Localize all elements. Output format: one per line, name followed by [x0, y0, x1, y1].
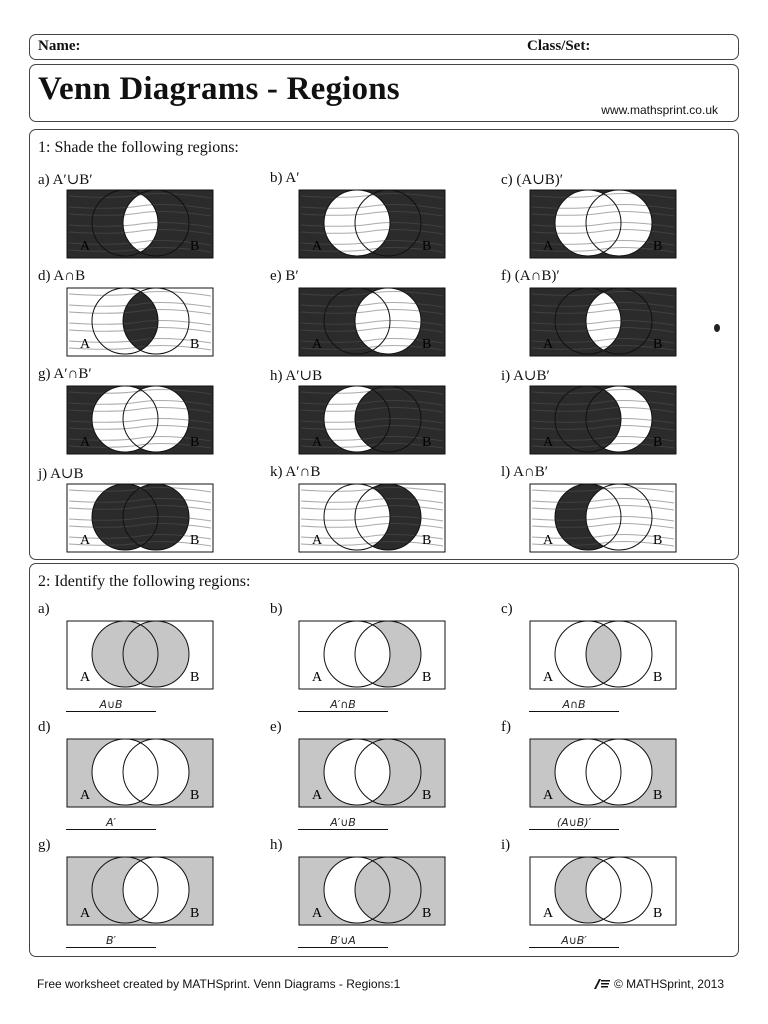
footer-credit: Free worksheet created by MATHSprint. Venn Diagrams - Regions:1 [37, 977, 401, 991]
set-a-label: A [543, 337, 554, 352]
question-label: h) [270, 837, 283, 853]
handwritten-answer: A′∪B [330, 816, 356, 829]
identify-question [501, 601, 701, 716]
set-b-label: B [422, 337, 432, 352]
shade-question [501, 170, 701, 262]
section-identify-regions [29, 563, 739, 957]
website-url: www.mathsprint.co.uk [601, 103, 718, 117]
class-set-label: Class/Set: [527, 38, 591, 54]
shade-question [38, 170, 238, 262]
answer-line[interactable] [529, 815, 619, 830]
identify-question [270, 837, 470, 952]
set-b-label: B [190, 906, 200, 921]
identify-question [501, 837, 701, 952]
answer-line[interactable] [529, 697, 619, 712]
question-label: b) A′ [270, 170, 300, 186]
identify-question [38, 601, 238, 716]
set-a-label: A [543, 239, 554, 254]
question-label: c) [501, 601, 513, 617]
shade-question [270, 268, 470, 360]
name-bar [29, 34, 739, 60]
set-a-label: A [80, 788, 91, 803]
identify-question [501, 719, 701, 834]
set-a-label: A [80, 670, 91, 685]
set-b-label: B [653, 670, 663, 685]
handwritten-answer: (A∪B)′ [556, 816, 592, 829]
answer-line[interactable] [66, 933, 156, 948]
question-label: d) A∩B [38, 268, 86, 284]
answer-line[interactable] [298, 697, 388, 712]
set-a-label: A [80, 337, 91, 352]
copyright-text: © MATHSprint, 2013 [614, 977, 724, 991]
answer-line[interactable] [529, 933, 619, 948]
handwritten-answer: B′ [105, 934, 117, 947]
venn-diagram [528, 384, 678, 456]
set-b-label: B [422, 239, 432, 254]
handwritten-answer: A′ [105, 816, 117, 829]
venn-diagram [65, 619, 215, 691]
identify-question [38, 719, 238, 834]
venn-diagram [65, 188, 215, 260]
set-b-label: B [190, 239, 200, 254]
set-b-label: B [422, 533, 432, 548]
question-label: f) (A∩B)′ [501, 268, 560, 284]
answer-line[interactable] [298, 933, 388, 948]
set-a-label: A [312, 533, 323, 548]
question-label: e) [270, 719, 282, 735]
question-label: g) A′∩B′ [38, 366, 92, 382]
shade-question [270, 464, 470, 556]
set-a-label: A [543, 435, 554, 450]
set-a-label: A [80, 906, 91, 921]
venn-diagram [528, 482, 678, 554]
shade-question [501, 366, 701, 458]
venn-diagram [528, 286, 678, 358]
venn-diagram [65, 855, 215, 927]
handwritten-answer: A∪B [99, 698, 123, 711]
section2-heading: 2: Identify the following regions: [38, 573, 251, 590]
answer-line[interactable] [66, 815, 156, 830]
set-a-label: A [312, 337, 323, 352]
set-a-label: A [312, 906, 323, 921]
question-label: d) [38, 719, 51, 735]
question-label: l) A∩B′ [501, 464, 549, 480]
venn-diagram [297, 619, 447, 691]
shade-question [501, 464, 701, 556]
identify-question [270, 601, 470, 716]
venn-diagram [65, 286, 215, 358]
shade-question [38, 464, 238, 556]
set-b-label: B [422, 435, 432, 450]
set-b-label: B [190, 788, 200, 803]
set-b-label: B [653, 239, 663, 254]
venn-diagram [65, 482, 215, 554]
shade-question [501, 268, 701, 360]
page-title: Venn Diagrams - Regions [38, 71, 400, 107]
venn-diagram [297, 482, 447, 554]
venn-diagram [528, 619, 678, 691]
set-b-label: B [422, 906, 432, 921]
question-label: i) A∪B′ [501, 368, 550, 384]
set-a-label: A [312, 239, 323, 254]
set-b-label: B [422, 788, 432, 803]
venn-diagram [297, 286, 447, 358]
set-b-label: B [190, 670, 200, 685]
venn-diagram [528, 737, 678, 809]
shade-question [270, 366, 470, 458]
title-bar [29, 64, 739, 122]
set-a-label: A [80, 239, 91, 254]
question-label: e) B′ [270, 268, 299, 284]
name-label: Name: [38, 38, 81, 54]
venn-diagram [528, 855, 678, 927]
pen-mark [714, 324, 720, 332]
venn-diagram [297, 737, 447, 809]
section1-heading: 1: Shade the following regions: [38, 139, 239, 156]
venn-diagram [297, 855, 447, 927]
venn-diagram [65, 737, 215, 809]
venn-diagram [65, 384, 215, 456]
set-b-label: B [422, 670, 432, 685]
shade-question [38, 268, 238, 360]
set-a-label: A [312, 435, 323, 450]
question-label: b) [270, 601, 283, 617]
section-shade-regions [29, 129, 739, 560]
set-a-label: A [80, 533, 91, 548]
question-label: i) [501, 837, 511, 853]
set-b-label: B [190, 533, 200, 548]
footer-copyright [593, 977, 724, 991]
question-label: a) A′∪B′ [38, 172, 93, 188]
set-a-label: A [543, 533, 554, 548]
set-a-label: A [312, 670, 323, 685]
set-a-label: A [543, 670, 554, 685]
venn-diagram [528, 188, 678, 260]
set-b-label: B [653, 435, 663, 450]
question-label: j) A∪B [38, 466, 84, 482]
set-b-label: B [190, 435, 200, 450]
identify-question [38, 837, 238, 952]
venn-diagram [297, 384, 447, 456]
set-b-label: B [653, 788, 663, 803]
set-a-label: A [312, 788, 323, 803]
question-label: h) A′∪B [270, 368, 323, 384]
answer-line[interactable] [298, 815, 388, 830]
identify-question [270, 719, 470, 834]
question-label: k) A′∩B [270, 464, 321, 480]
handwritten-answer: A∪B′ [561, 934, 587, 947]
handwritten-answer: A∩B [562, 698, 586, 711]
set-b-label: B [653, 906, 663, 921]
answer-line[interactable] [66, 697, 156, 712]
question-label: a) [38, 601, 50, 617]
set-a-label: A [80, 435, 91, 450]
handwritten-answer: A′∩B [330, 698, 356, 711]
set-b-label: B [653, 337, 663, 352]
set-b-label: B [190, 337, 200, 352]
question-label: c) (A∪B)′ [501, 172, 564, 188]
handwritten-answer: B′∪A [330, 934, 356, 947]
venn-diagram [297, 188, 447, 260]
mathsprint-logo-icon [593, 978, 611, 990]
question-label: f) [501, 719, 511, 735]
set-a-label: A [543, 906, 554, 921]
shade-question [270, 170, 470, 262]
set-a-label: A [543, 788, 554, 803]
question-label: g) [38, 837, 51, 853]
set-b-label: B [653, 533, 663, 548]
shade-question [38, 366, 238, 458]
